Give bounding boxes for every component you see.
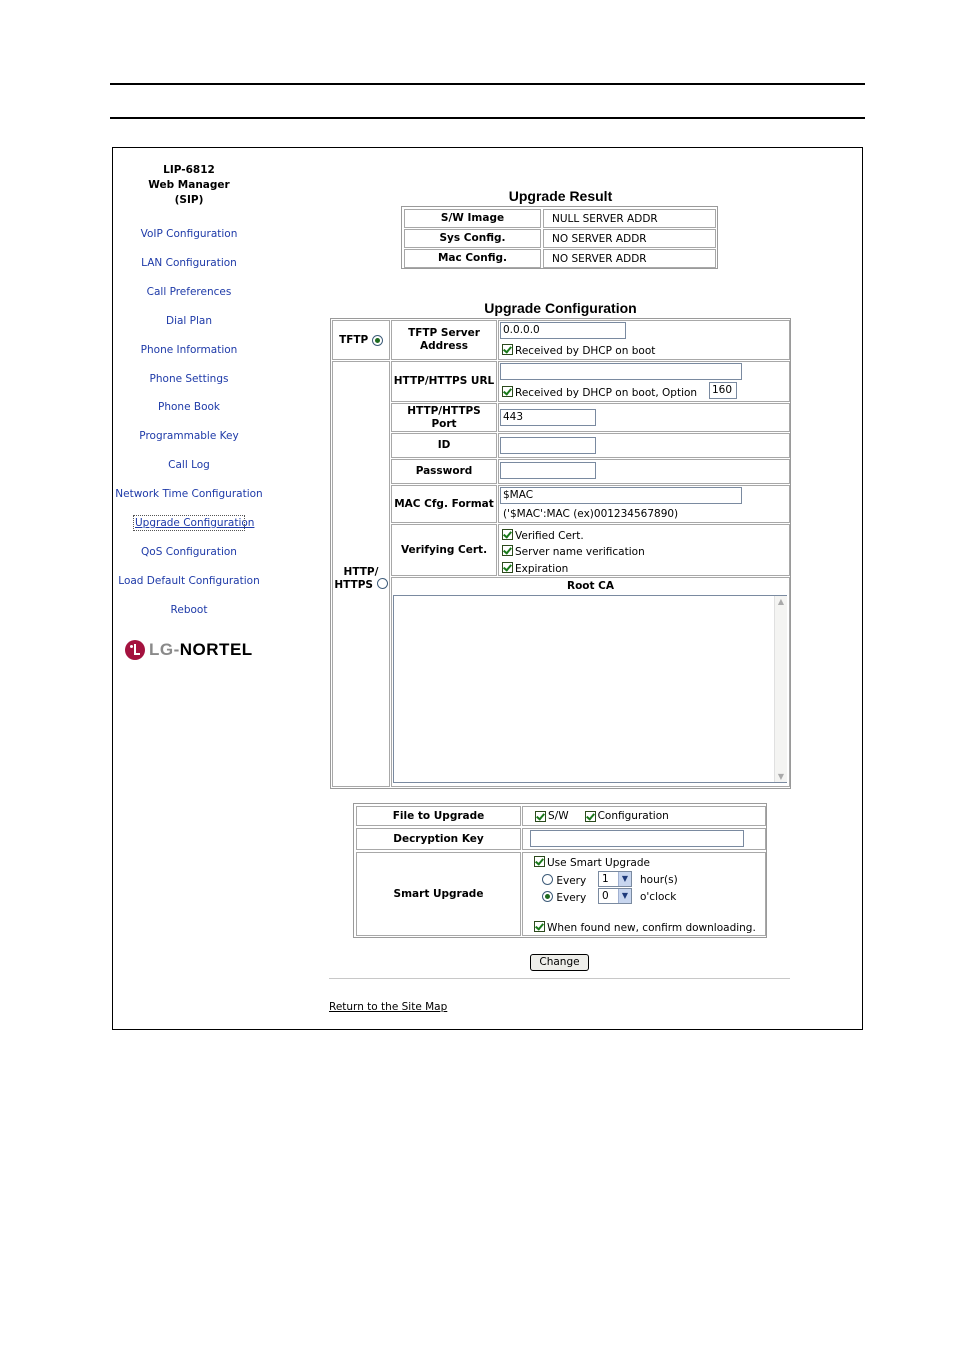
every-oclock-option	[542, 891, 586, 904]
confirm-download-checkbox[interactable]	[534, 921, 545, 932]
scroll-down-icon[interactable]: ▼	[777, 772, 785, 781]
result-label-sw: S/W Image	[404, 209, 541, 228]
sidebar-item-call-preferences[interactable]: Call Preferences	[146, 286, 232, 298]
root-ca-scrollbar[interactable]	[774, 596, 787, 782]
root-ca-textarea[interactable]	[393, 595, 787, 783]
http-mode-cell	[332, 361, 390, 787]
use-smart-option	[534, 856, 650, 869]
confirm-download-label: When found new, confirm downloading.	[547, 922, 756, 934]
tftp-mode-cell	[332, 320, 390, 360]
sidebar	[113, 148, 265, 688]
upgrade-result-title: Upgrade Result	[508, 188, 613, 204]
http-mode-label-row	[334, 578, 387, 591]
upgrade-result-table	[401, 206, 718, 269]
http-mode-label-2: HTTPS	[334, 578, 373, 591]
oclock-select-value: 0	[602, 890, 609, 902]
http-dhcp-option-input[interactable]: 160	[709, 382, 737, 399]
every-oclock-radio[interactable]	[542, 891, 553, 902]
http-mode-radio[interactable]	[377, 578, 388, 589]
logo-lg-text: LG-	[149, 640, 180, 659]
second-rule	[110, 117, 865, 119]
every-hours-label: Every	[556, 875, 587, 887]
oclock-unit: o'clock	[640, 891, 677, 903]
upgrade-configuration-title: Upgrade Configuration	[484, 300, 637, 316]
file-upgrade-label: File to Upgrade	[356, 806, 521, 826]
sidebar-item-phone-settings[interactable]: Phone Settings	[149, 373, 229, 385]
http-url-input[interactable]	[500, 363, 742, 380]
mac-format-hint: ('$MAC':MAC (ex)001234567890)	[503, 508, 679, 520]
lg-nortel-logo	[125, 638, 253, 662]
tftp-dhcp-label: Received by DHCP on boot	[515, 345, 656, 357]
tftp-server-label: TFTP Server Address	[391, 320, 497, 360]
expiration-option	[502, 562, 568, 575]
file-upgrade-cell	[522, 806, 766, 826]
verify-cert-option	[502, 529, 584, 542]
brand-protocol: (SIP)	[174, 194, 204, 206]
verified-cert-label: Verified Cert.	[515, 530, 584, 542]
http-id-label: ID	[391, 433, 497, 458]
web-manager-frame	[112, 147, 863, 1030]
logo-nortel-text: NORTEL	[179, 640, 253, 659]
server-name-option	[502, 545, 645, 558]
sidebar-item-lan[interactable]: LAN Configuration	[141, 257, 237, 269]
sidebar-item-load-default[interactable]: Load Default Configuration	[118, 575, 260, 587]
decryption-key-label: Decryption Key	[356, 828, 521, 850]
change-button[interactable]: Change	[530, 954, 589, 971]
sidebar-item-dial-plan[interactable]: Dial Plan	[165, 315, 213, 327]
scroll-up-icon[interactable]: ▲	[777, 597, 785, 606]
http-port-input[interactable]: 443	[500, 409, 596, 426]
smart-upgrade-label: Smart Upgrade	[356, 852, 521, 936]
chevron-down-icon[interactable]: ▼	[618, 889, 631, 903]
sidebar-item-network-time[interactable]: Network Time Configuration	[115, 488, 263, 500]
result-label-mac: Mac Config.	[404, 249, 541, 268]
return-site-map-link[interactable]: Return to the Site Map	[329, 1001, 448, 1013]
http-url-label: HTTP/HTTPS URL	[391, 361, 497, 402]
http-dhcp-label: Received by DHCP on boot, Option	[515, 387, 698, 399]
tftp-mode-label: TFTP	[339, 334, 369, 346]
sidebar-item-phone-book[interactable]: Phone Book	[158, 401, 220, 413]
mac-format-input[interactable]: $MAC	[500, 487, 742, 504]
hours-unit: hour(s)	[640, 874, 678, 886]
http-password-input[interactable]	[500, 462, 596, 479]
tftp-server-input[interactable]: 0.0.0.0	[500, 322, 626, 339]
result-value-sys: NO SERVER ADDR	[543, 229, 716, 248]
root-ca-label: Root CA	[566, 580, 615, 592]
brand-model: LIP-6812	[163, 164, 215, 176]
tftp-dhcp-option	[502, 344, 655, 357]
use-smart-checkbox[interactable]	[534, 856, 545, 867]
sidebar-item-reboot[interactable]: Reboot	[170, 604, 208, 616]
lg-face-icon	[125, 640, 145, 660]
result-label-sys: Sys Config.	[404, 229, 541, 248]
configuration-label: Configuration	[597, 810, 669, 822]
every-hours-radio[interactable]	[542, 874, 553, 885]
every-oclock-label: Every	[556, 892, 587, 904]
sidebar-item-programmable-key[interactable]: Programmable Key	[139, 430, 239, 442]
result-value-mac: NO SERVER ADDR	[543, 249, 716, 268]
bottom-divider	[329, 978, 790, 979]
top-rule	[110, 83, 865, 85]
chevron-down-icon[interactable]: ▼	[618, 872, 631, 886]
expiration-label: Expiration	[515, 563, 569, 575]
sidebar-item-upgrade-configuration[interactable]: Upgrade Configuration	[135, 517, 255, 529]
http-dhcp-option	[502, 386, 697, 399]
configuration-checkbox[interactable]	[585, 811, 596, 822]
verify-cert-label: Verifying Cert.	[391, 524, 497, 576]
sidebar-item-call-log[interactable]: Call Log	[168, 459, 210, 471]
tftp-mode-radio[interactable]	[372, 335, 383, 346]
sw-label: S/W	[548, 810, 569, 822]
hours-select-value: 1	[602, 873, 609, 885]
hours-select[interactable]	[598, 871, 632, 887]
brand-title: Web Manager	[148, 179, 230, 191]
tftp-dhcp-checkbox[interactable]	[502, 344, 513, 355]
http-dhcp-checkbox[interactable]	[502, 386, 513, 397]
sw-checkbox[interactable]	[535, 811, 546, 822]
server-name-checkbox[interactable]	[502, 545, 513, 556]
sidebar-item-phone-information[interactable]: Phone Information	[140, 344, 238, 356]
http-id-input[interactable]	[500, 437, 596, 454]
confirm-download-option	[534, 921, 756, 934]
result-value-sw: NULL SERVER ADDR	[543, 209, 716, 228]
verified-cert-checkbox[interactable]	[502, 529, 513, 540]
oclock-select[interactable]	[598, 888, 632, 904]
decryption-key-input[interactable]	[530, 830, 744, 847]
server-name-label: Server name verification	[515, 546, 645, 558]
http-mode-label-1: HTTP/	[343, 565, 379, 578]
upgrade-configuration-table	[330, 318, 791, 789]
mac-format-label: MAC Cfg. Format	[391, 485, 497, 523]
expiration-checkbox[interactable]	[502, 562, 513, 573]
upgrade-options-table	[353, 803, 767, 938]
sidebar-item-qos[interactable]: QoS Configuration	[141, 546, 237, 558]
http-port-label: HTTP/HTTPS Port	[391, 403, 497, 432]
sidebar-item-voip[interactable]: VoIP Configuration	[140, 228, 238, 240]
every-hours-option	[542, 874, 586, 887]
http-password-label: Password	[391, 459, 497, 484]
use-smart-label: Use Smart Upgrade	[547, 857, 650, 869]
